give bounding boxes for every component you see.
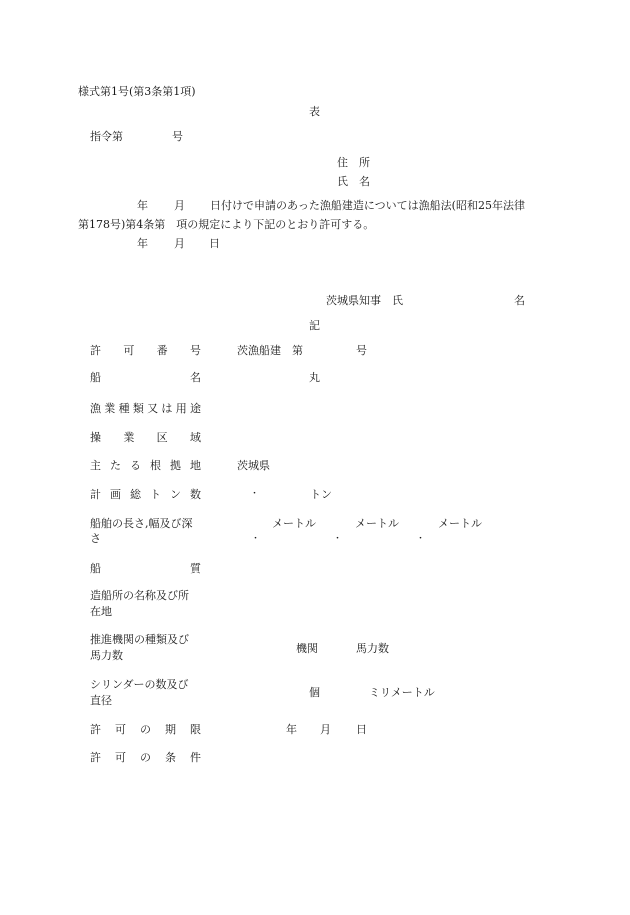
- cylinder-diameter-unit: ミリメートル: [369, 686, 435, 699]
- body-text-line-2: 第178号)第4条第 項の規定により下記のとおり許可する。: [78, 218, 375, 231]
- cylinders-label-line-1: シリンダーの数及び: [90, 678, 189, 691]
- operating-area-label: 操 業 区 域: [90, 431, 201, 444]
- name-label: 氏 名: [337, 175, 370, 188]
- permit-number-suffix: 号: [356, 344, 367, 357]
- record-heading: 記: [309, 319, 320, 332]
- planned-tonnage-label: 計 画 総 ト ン 数: [90, 488, 201, 501]
- cylinders-label-line-2: 直径: [90, 694, 112, 707]
- issuer-title: 茨城県知事 氏: [326, 294, 403, 307]
- issuer-name-suffix: 名: [514, 294, 525, 307]
- dimensions-label-line-2: さ: [90, 532, 101, 545]
- permit-period-year: 年: [286, 723, 297, 736]
- ship-name-label: 船 名: [90, 371, 201, 384]
- tonnage-decimal-point: ・: [250, 489, 260, 499]
- application-date-year: 年: [137, 199, 148, 212]
- tonnage-unit: トン: [310, 488, 332, 501]
- home-base-value: 茨城県: [237, 459, 270, 472]
- fishery-type-label: 漁 業 種 類 又 は 用 途: [90, 402, 201, 415]
- horsepower-unit: 馬力数: [356, 642, 389, 655]
- cylinder-count-unit: 個: [309, 686, 320, 699]
- directive-number-suffix: 号: [172, 130, 183, 143]
- permit-period-label: 許 可 の 期 限: [90, 723, 201, 736]
- application-date-month: 月: [174, 199, 185, 212]
- permit-period-month: 月: [320, 723, 331, 736]
- form-number: 様式第1号(第3条第1項): [78, 85, 196, 98]
- dimensions-label-line-1: 船舶の長さ,幅及び深: [90, 517, 193, 530]
- permit-conditions-label: 許 可 の 条 件: [90, 751, 201, 764]
- engine-label-line-1: 推進機関の種類及び: [90, 633, 189, 646]
- breadth-decimal-point: ・: [333, 534, 343, 544]
- length-decimal-point: ・: [251, 534, 261, 544]
- issue-date-year: 年: [137, 237, 148, 250]
- length-unit: メートル: [272, 517, 316, 530]
- shipyard-label-line-2: 在地: [90, 605, 112, 618]
- shipyard-label-line-1: 造船所の名称及び所: [90, 589, 189, 602]
- home-base-label: 主 た る 根 拠 地: [90, 459, 201, 472]
- directive-number-prefix: 指令第: [90, 130, 123, 143]
- depth-unit: メートル: [438, 517, 482, 530]
- issue-date-month: 月: [174, 237, 185, 250]
- permit-number-prefix: 茨漁船建 第: [237, 344, 303, 357]
- address-label: 住 所: [337, 156, 370, 169]
- depth-decimal-point: ・: [416, 534, 426, 544]
- issue-date-day: 日: [209, 237, 220, 250]
- body-text-line-1: 日付けで申請のあった漁船建造については漁船法(昭和25年法律: [210, 199, 525, 212]
- front-side-label: 表: [309, 105, 320, 118]
- breadth-unit: メートル: [355, 517, 399, 530]
- permit-number-label: 許 可 番 号: [90, 344, 201, 357]
- ship-name-suffix: 丸: [309, 371, 320, 384]
- engine-unit: 機関: [296, 642, 318, 655]
- permit-period-day: 日: [356, 723, 367, 736]
- hull-material-label: 船 質: [90, 562, 201, 575]
- engine-label-line-2: 馬力数: [90, 649, 123, 662]
